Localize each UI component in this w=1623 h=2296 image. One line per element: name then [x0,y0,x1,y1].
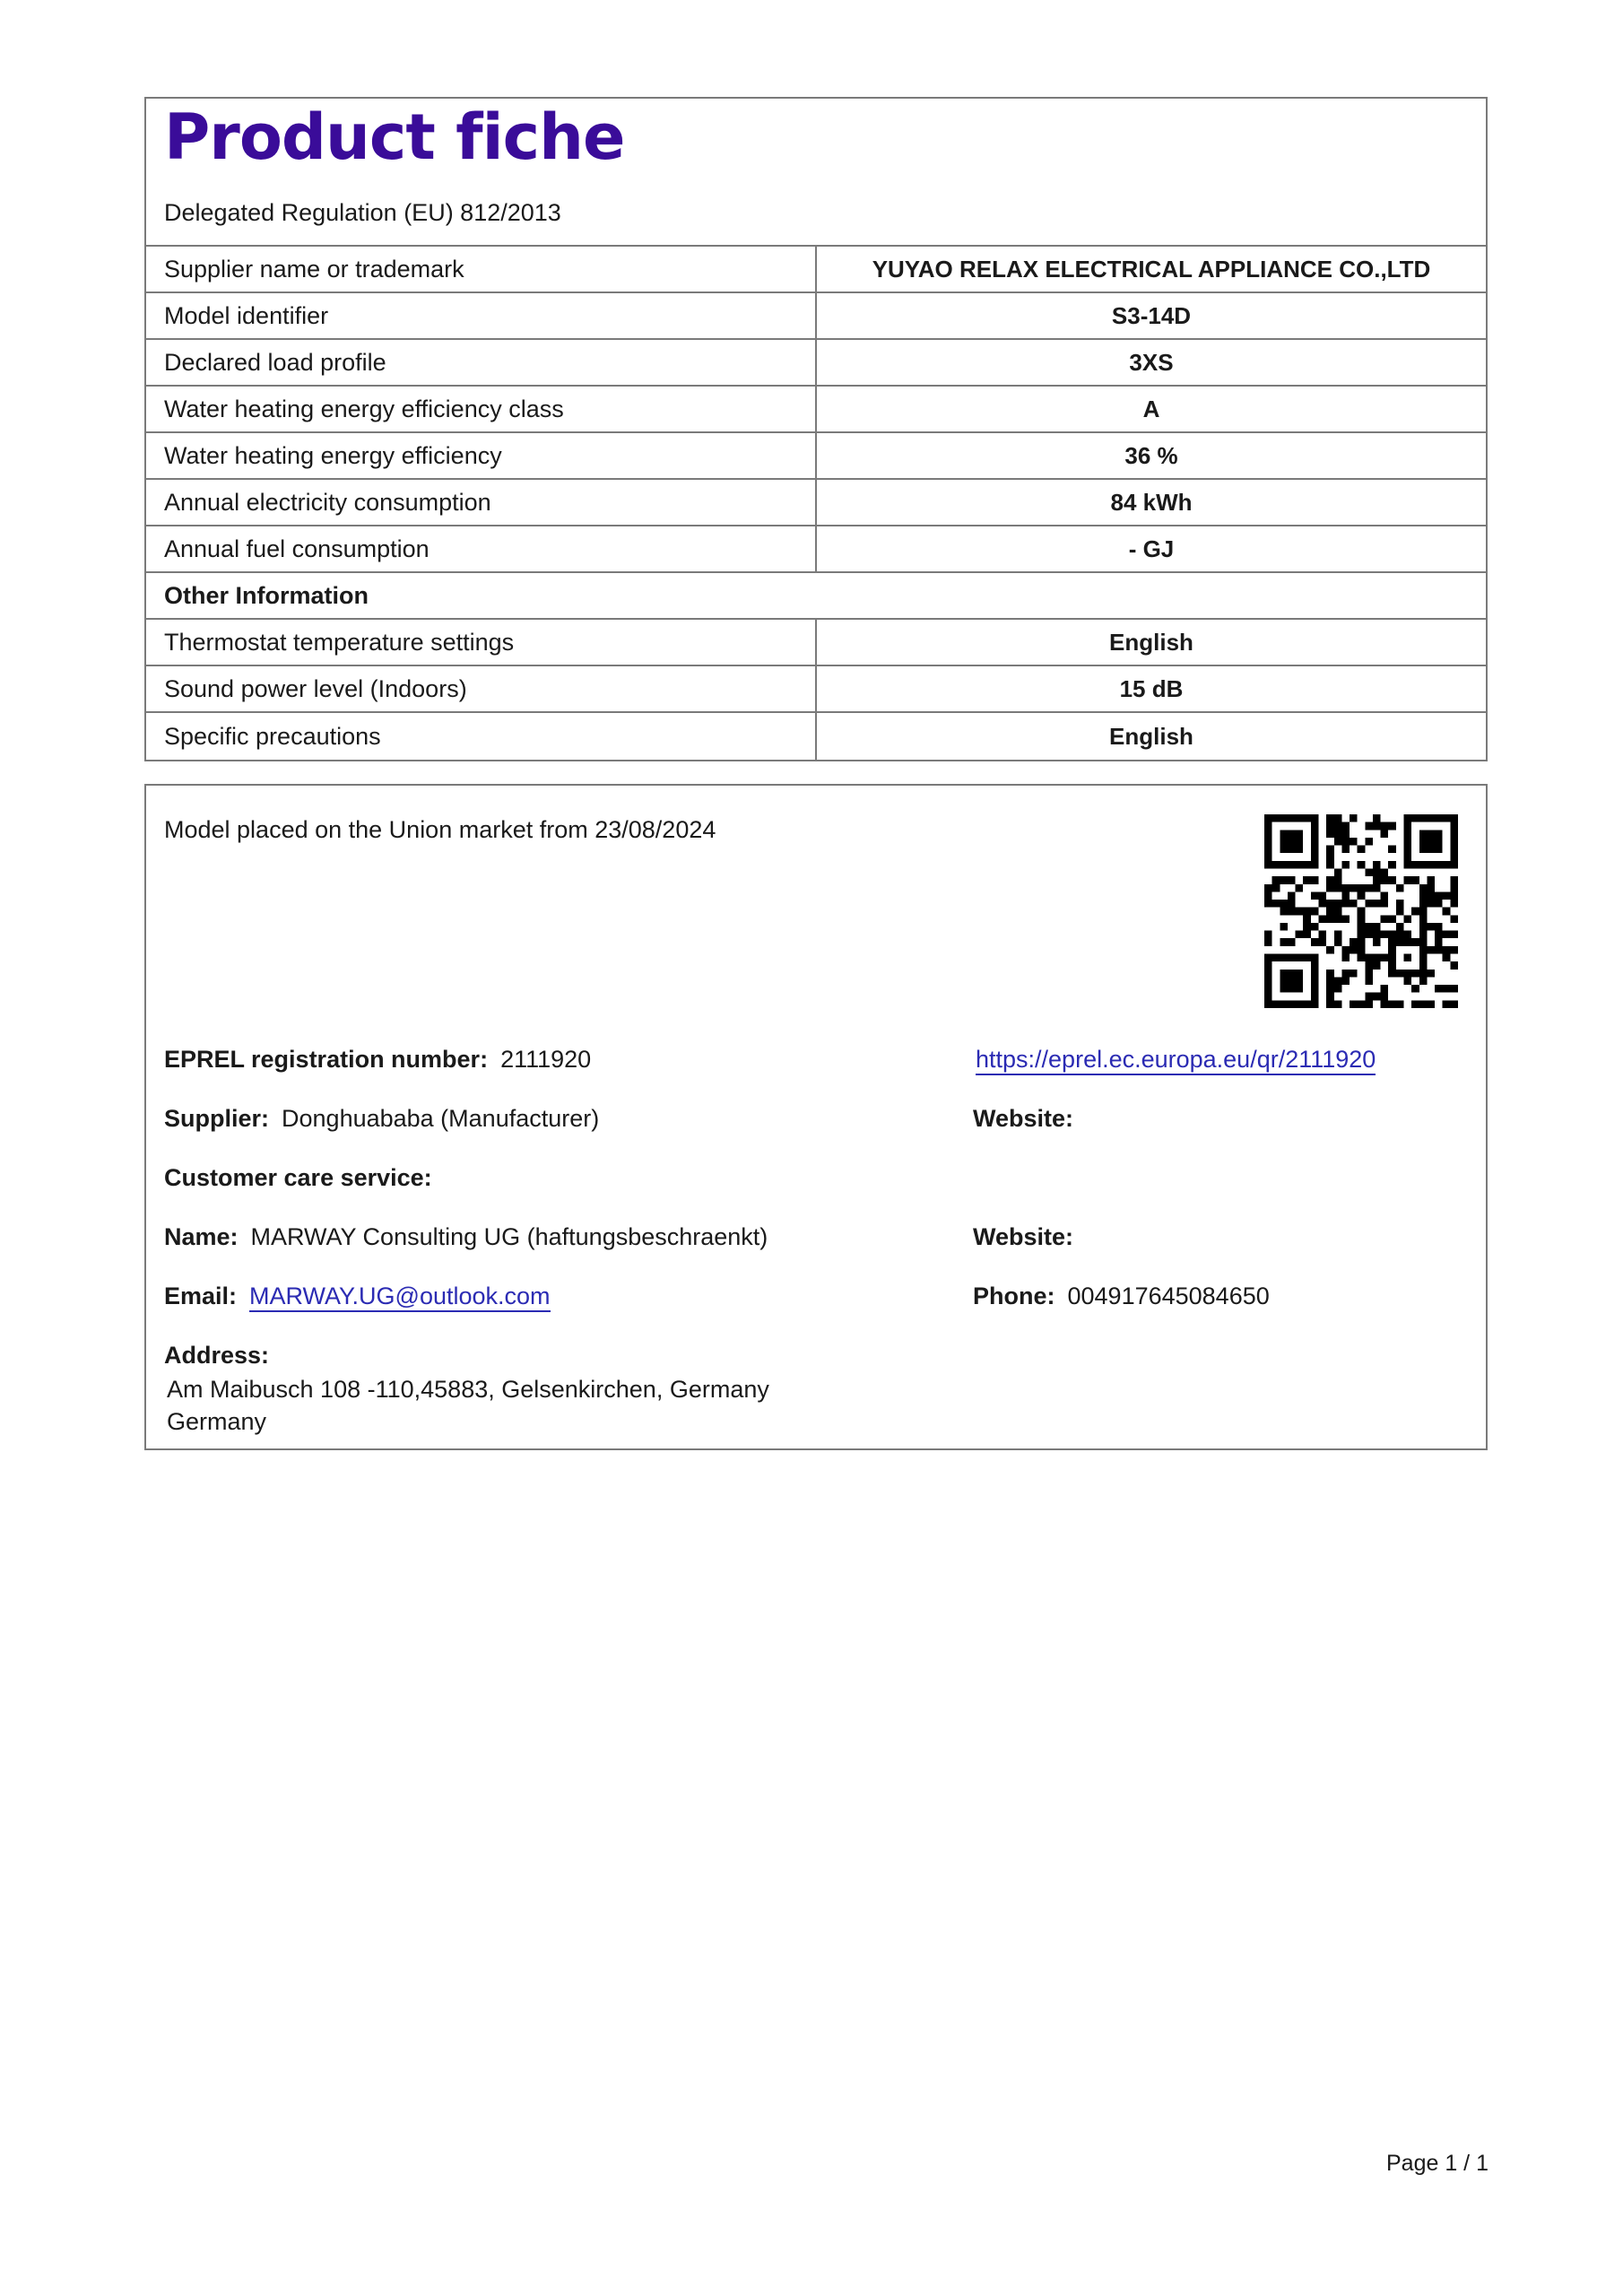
care-phone-line [973,1283,1270,1310]
address-label: Address: [164,1342,270,1369]
table-row [146,526,1486,573]
fiche-table [144,97,1488,761]
customer-care-heading [164,1164,432,1192]
care-website-label: Website: [973,1223,1074,1250]
section-header-row [146,573,1486,620]
address-heading [164,1342,269,1370]
row-label: Specific precautions [146,713,817,760]
table-row [146,247,1486,293]
care-name-line [164,1223,768,1251]
row-value: YUYAO RELAX ELECTRICAL APPLIANCE CO.,LTD [872,255,1431,283]
phone-number: 004917645084650 [1067,1283,1270,1309]
row-label: Annual fuel consumption [146,526,817,571]
phone-label: Phone: [973,1283,1055,1309]
eprel-label: EPREL registration number: [164,1046,489,1073]
row-value: 15 dB [1119,674,1184,702]
care-name: MARWAY Consulting UG (haftungsbeschraenkt) [250,1223,768,1250]
table-row [146,433,1486,480]
table-row [146,387,1486,433]
table-row [146,620,1486,666]
row-label: Declared load profile [146,340,817,385]
address-line-2: Germany [167,1408,267,1435]
row-value: 3XS [1129,348,1174,376]
supplier-line [164,1105,599,1133]
row-value: S3-14D [1111,301,1192,329]
supplier-label: Supplier: [164,1105,270,1132]
supplier-info-box [144,784,1488,1450]
row-value: 84 kWh [1110,488,1193,516]
email-label: Email: [164,1283,238,1309]
care-website [973,1223,1073,1251]
row-label: Water heating energy efficiency [146,433,817,478]
supplier-website-label: Website: [973,1105,1074,1132]
row-label: Thermostat temperature settings [146,620,817,665]
customer-care-label: Customer care service: [164,1164,432,1191]
row-value: - GJ [1128,535,1175,562]
email-link[interactable]: MARWAY.UG@outlook.com [249,1283,551,1312]
eprel-link-wrap [976,1046,1376,1074]
page-number: Page 1 / 1 [1386,2151,1488,2176]
table-row [146,293,1486,340]
row-value: English [1109,628,1193,656]
market-date-text: Model placed on the Union market from 23/08/2024 [164,816,716,843]
eprel-registration [164,1046,591,1074]
row-label: Supplier name or trademark [146,247,817,291]
row-label: Water heating energy efficiency class [146,387,817,431]
table-row [146,666,1486,713]
row-label: Annual electricity consumption [146,480,817,525]
address-line-1: Am Maibusch 108 -110,45883, Gelsenkirchen, Germany [167,1376,769,1403]
page-title: Product fiche [164,100,625,174]
supplier-website [973,1105,1073,1133]
row-value: A [1142,395,1160,422]
eprel-number: 2111920 [500,1046,592,1073]
care-email-line [164,1283,551,1310]
table-row [146,340,1486,387]
section-title: Other Information [164,581,369,609]
row-value: English [1109,722,1193,750]
supplier-name: Donghuababa (Manufacturer) [282,1105,600,1132]
eprel-link[interactable]: https://eprel.ec.europa.eu/qr/2111920 [976,1046,1376,1075]
row-label: Model identifier [146,293,817,338]
row-label: Sound power level (Indoors) [146,666,817,711]
regulation-subtitle: Delegated Regulation (EU) 812/2013 [164,199,561,226]
table-row [146,713,1486,760]
fiche-header [146,99,1486,247]
row-value: 36 % [1124,441,1178,469]
qr-code-icon[interactable] [1264,814,1458,1008]
name-label: Name: [164,1223,239,1250]
table-row [146,480,1486,526]
